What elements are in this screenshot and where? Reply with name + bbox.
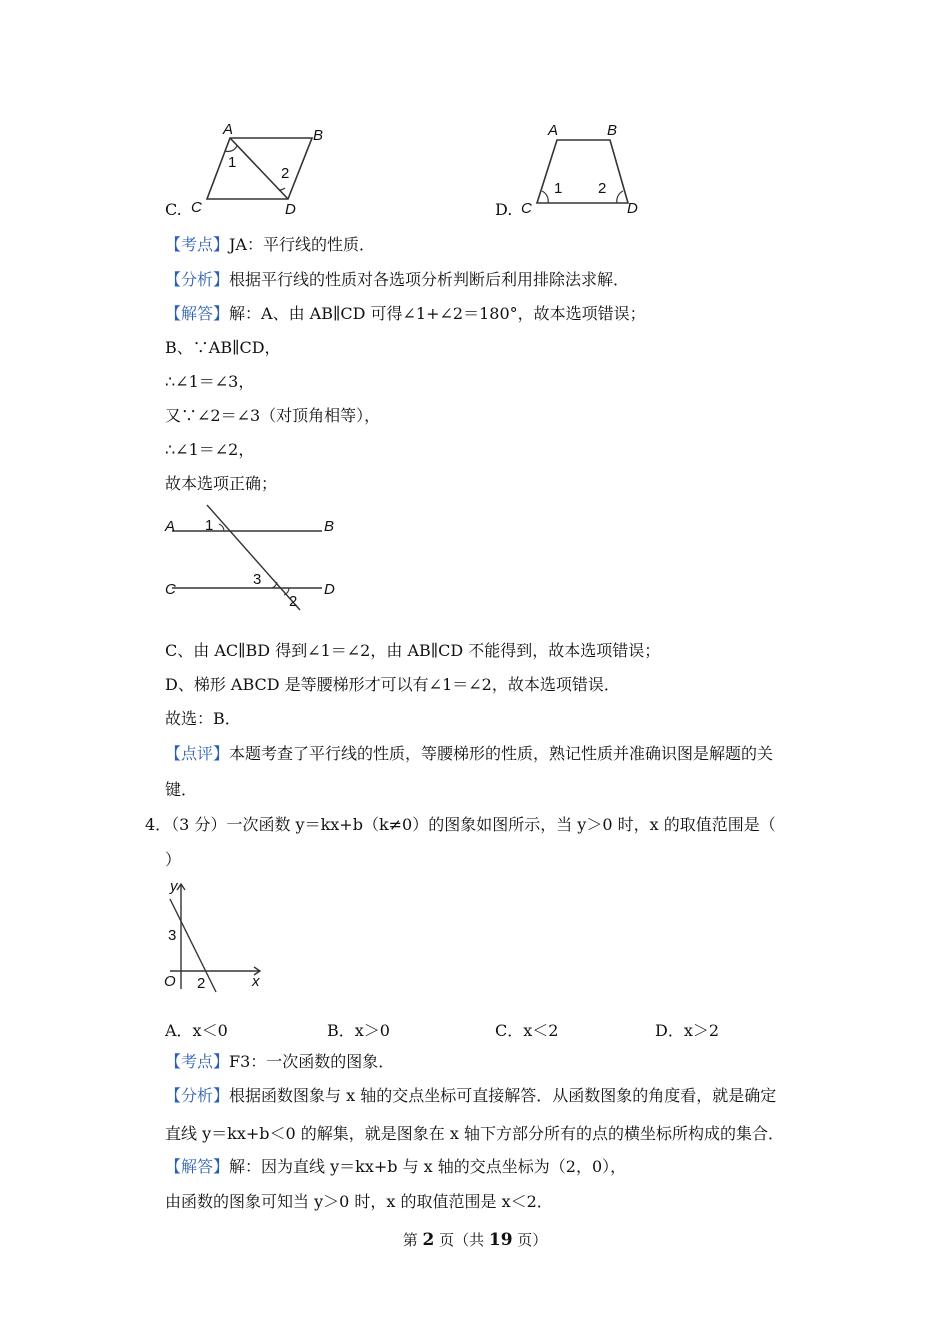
page-total: 19 (488, 1230, 513, 1250)
q4-option-d: D．x＞2 (655, 1021, 720, 1040)
function-line (170, 899, 216, 992)
label-b: B (313, 127, 324, 144)
q3-dianping: 【点评】本题考查了平行线的性质，等腰梯形的性质，熟记性质并准确识图是解题的关 (165, 744, 774, 763)
label-b: B (607, 122, 618, 139)
option-c-figure (185, 118, 345, 218)
label-1: 1 (228, 154, 237, 171)
label-2: 2 (598, 180, 607, 197)
q3-line-c: C、由 AC∥BD 得到∠1＝∠2，由 AB∥CD 不能得到，故本选项错误； (165, 641, 661, 660)
angle-arc-3 (272, 582, 277, 588)
linear-function-graph (160, 876, 270, 996)
q4-option-a: A．x＜0 (165, 1021, 228, 1040)
label-3: 3 (253, 571, 262, 588)
label-c: C (191, 199, 202, 216)
label-c: C (521, 200, 532, 217)
label-x: x (252, 973, 260, 990)
q4-fenxi-cont: 直线 y＝kx+b＜0 的解集，就是图象在 x 轴下方部分所有的点的横坐标所构成的集合． (165, 1124, 784, 1143)
label-3: 3 (168, 927, 177, 944)
label-1: 1 (205, 517, 214, 534)
label-2: 2 (281, 165, 290, 182)
label-y: y (170, 878, 178, 895)
label-2: 2 (197, 975, 206, 992)
option-c-label: C. (165, 200, 182, 219)
option-d-label: D. (495, 200, 513, 219)
q3-line-d: D、梯形 ABCD 是等腰梯形才可以有∠1＝∠2，故本选项错误． (165, 675, 620, 694)
angle-arc-1 (219, 524, 224, 531)
label-d: D (627, 200, 638, 217)
angle-arc-2 (617, 191, 623, 203)
q3-kaodian: 【考点】JA：平行线的性质． (165, 235, 375, 254)
label-2: 2 (289, 593, 298, 610)
q4-jieda: 【解答】解：因为直线 y＝kx+b 与 x 轴的交点坐标为（2，0）， (165, 1157, 627, 1176)
q3-jieda: 【解答】解：A、由 AB∥CD 可得∠1+∠2＝180°，故本选项错误； (165, 304, 646, 323)
q4-option-c: C．x＜2 (495, 1021, 559, 1040)
q3-line-3: ∴∠1＝∠2， (165, 440, 255, 459)
q4-stem-close: ） (165, 850, 182, 869)
label-d: D (324, 581, 335, 598)
label-a: A (165, 518, 176, 535)
q3-line-b: B、∵AB∥CD， (165, 338, 281, 357)
q4-fenxi: 【分析】根据函数图象与 x 轴的交点坐标可直接解答．从函数图象的角度看，就是确定 (165, 1086, 777, 1105)
trapezoid-shape (537, 140, 628, 203)
angle-arc-1 (542, 191, 548, 203)
parallel-lines-figure (162, 502, 352, 617)
q4-stem: 4．（3 分）一次函数 y＝kx+b（k≠0）的图象如图所示，当 y＞0 时，x 的取值范围是（ (145, 815, 776, 834)
q3-dianping-cont: 键． (165, 780, 198, 799)
label-c: C (165, 581, 176, 598)
q3-line-select: 故选：B． (165, 709, 241, 728)
q3-fenxi: 【分析】根据平行线的性质对各选项分析判断后利用排除法求解． (165, 270, 630, 289)
angle-arc-2 (279, 188, 285, 190)
page-footer: 第 2 页（共 19 页） (402, 1230, 548, 1250)
label-b: B (324, 518, 335, 535)
q4-jieda-cont: 由函数的图象可知当 y＞0 时，x 的取值范围是 x＜2． (165, 1192, 553, 1211)
q3-line-1: ∴∠1＝∠3， (165, 372, 255, 391)
label-o: O (164, 973, 176, 990)
label-d: D (285, 201, 296, 218)
q3-line-2: 又∵∠2＝∠3（对顶角相等）， (165, 406, 381, 425)
option-d-figure (515, 118, 655, 218)
label-a: A (223, 121, 234, 138)
label-1: 1 (554, 180, 563, 197)
q4-kaodian: 【考点】F3：一次函数的图象． (165, 1052, 395, 1071)
label-a: A (548, 122, 559, 139)
page-number: 2 (422, 1230, 435, 1250)
q4-option-b: B．x＞0 (327, 1021, 390, 1040)
q3-line-4: 故本选项正确； (165, 474, 278, 493)
